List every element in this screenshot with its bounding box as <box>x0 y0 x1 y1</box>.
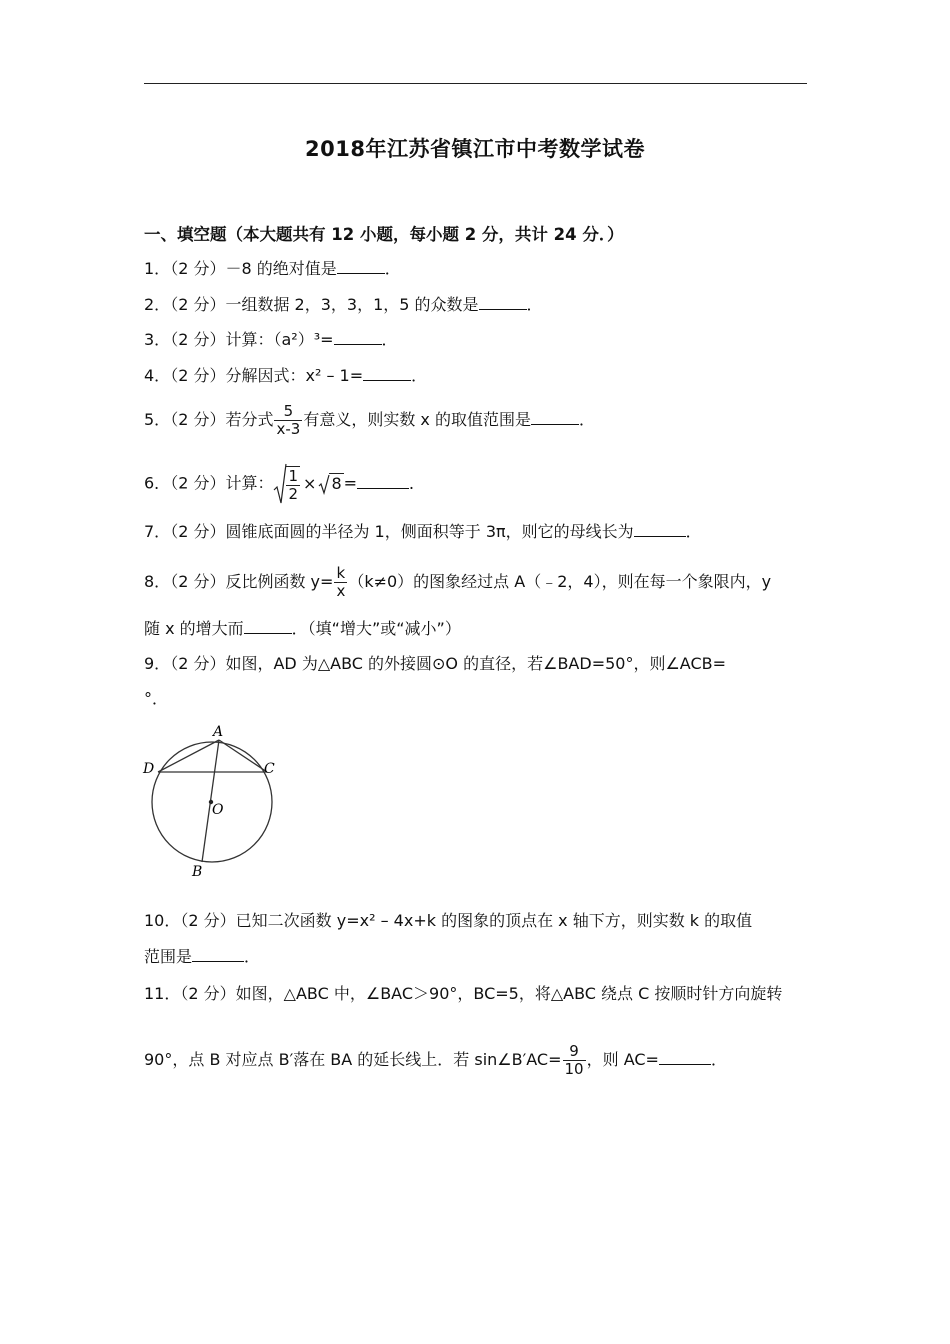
fraction: $\frac{5}{x-3}$ <box>276 402 301 438</box>
question-number: 8． <box>144 572 171 591</box>
answer-blank[interactable] <box>531 409 579 425</box>
sqrt-8: 8 <box>318 473 343 496</box>
answer-blank[interactable] <box>659 1049 711 1065</box>
answer-blank[interactable] <box>337 258 385 274</box>
label-o: O <box>212 802 224 818</box>
question-text: 已知二次函数 y=x² – 4x+k 的图象的顶点在 x 轴下方，则实数 k 的取值 <box>235 911 753 930</box>
radical-sign-icon <box>273 462 287 506</box>
question-score: （2 分） <box>170 366 226 385</box>
question-score: （2 分） <box>170 572 226 591</box>
question-text: 如图，AD 为△ABC 的外接圆⊙O 的直径，若∠BAD=50°，则∠ACB= <box>225 654 727 673</box>
fraction: $\frac{k}{x}$ <box>336 564 346 600</box>
question-10 <box>144 910 752 932</box>
question-9 <box>144 653 726 675</box>
question-number: 7． <box>144 522 171 541</box>
question-text: 反比例函数 y= <box>225 572 334 591</box>
label-c: C <box>264 761 275 777</box>
question-score: （2 分） <box>170 473 226 493</box>
question-11 <box>144 983 782 1005</box>
question-number: 1． <box>144 259 171 278</box>
answer-blank[interactable] <box>363 365 411 381</box>
question-score: （2 分） <box>170 330 226 349</box>
question-4: 4．（2 分）分解因式：x² – 1= ． <box>144 366 428 385</box>
question-7: 7．（2 分）圆锥底面圆的半径为 1，侧面积等于 3π，则它的母线长为 ． <box>144 522 702 541</box>
question-score: （2 分） <box>180 984 236 1003</box>
label-b: B <box>192 864 203 880</box>
question-score: （2 分） <box>170 295 226 314</box>
question-text: 如图，△ABC 中，∠BAC＞90°，BC=5，将△ABC 绕点 C 按顺时针方向旋转 <box>235 984 783 1003</box>
circle-figure <box>140 720 285 882</box>
answer-blank[interactable] <box>357 473 409 489</box>
question-2: 2．（2 分）一组数据 2，3，3，1，5 的众数是 ． <box>144 295 543 314</box>
fraction: $\frac{9}{10}$ <box>564 1042 584 1078</box>
question-9-line-2: °． <box>144 689 169 708</box>
question-1: 1．（2 分）－8 的绝对值是 ． <box>144 259 401 278</box>
section-heading: 一、填空题（本大题共有 12 小题，每小题 2 分，共计 24 分．） <box>144 225 624 244</box>
question-score: （2 分） <box>180 911 236 930</box>
segment-da <box>158 740 219 772</box>
question-number: 5． <box>144 410 171 429</box>
question-number: 4． <box>144 366 171 385</box>
question-score: （2 分） <box>170 522 226 541</box>
question-text: 计算： <box>225 473 274 493</box>
segment-ac <box>219 740 267 772</box>
question-text-2: 有意义，则实数 x 的取值范围是 <box>303 410 531 429</box>
answer-blank[interactable] <box>334 329 382 345</box>
answer-blank[interactable] <box>244 618 292 634</box>
question-text-2: （k≠0）的图象经过点 A（﹣2，4），则在每一个象限内，y <box>348 572 772 591</box>
label-d: D <box>143 761 155 777</box>
page-title: 2018年江苏省镇江市中考数学试卷 <box>305 137 645 161</box>
question-8-line-2: 随 x 的增大而 ．（填“增大”或“减小”） <box>144 619 461 638</box>
question-text: 若分式 <box>225 410 274 429</box>
question-8 <box>144 565 771 600</box>
header-rule <box>144 83 807 84</box>
question-3: 3．（2 分）计算：（a²）³= ． <box>144 330 398 349</box>
question-text: 分解因式：x² – 1= <box>225 366 364 385</box>
answer-blank[interactable] <box>192 946 244 962</box>
question-score: （2 分） <box>170 259 226 278</box>
question-number: 6． <box>144 473 171 493</box>
answer-blank[interactable] <box>634 521 686 537</box>
question-number: 10． <box>144 911 181 930</box>
question-6: 6．（2 分）计算： $\frac{1}{2}$ × 8 = ． <box>144 462 425 506</box>
question-score: （2 分） <box>170 410 226 429</box>
times-sign: × <box>303 473 317 493</box>
question-number: 2． <box>144 295 171 314</box>
question-text: 计算：（a²）³= <box>225 330 334 349</box>
question-11-line-2: 90°，点 B 对应点 B′落在 BA 的延长线上．若 sin∠B′AC= $\frac{9}{10}$ ，则 AC= ． <box>144 1042 727 1078</box>
sqrt-fraction: $\frac{1}{2}$ <box>273 462 301 506</box>
question-text: －8 的绝对值是 <box>225 259 337 278</box>
question-text: 一组数据 2，3，3，1，5 的众数是 <box>225 295 479 314</box>
question-number: 11． <box>144 984 181 1003</box>
question-number: 9． <box>144 654 171 673</box>
question-text: 圆锥底面圆的半径为 1，侧面积等于 3π，则它的母线长为 <box>225 522 634 541</box>
question-5: 5．（2 分）若分式 $\frac{5}{x-3}$ 有意义，则实数 x 的取值范围是 ． <box>144 402 595 438</box>
question-10-line-2: 范围是 ． <box>144 947 261 966</box>
question-score: （2 分） <box>170 654 226 673</box>
question-number: 3． <box>144 330 171 349</box>
label-a: A <box>213 724 224 740</box>
answer-blank[interactable] <box>479 294 527 310</box>
